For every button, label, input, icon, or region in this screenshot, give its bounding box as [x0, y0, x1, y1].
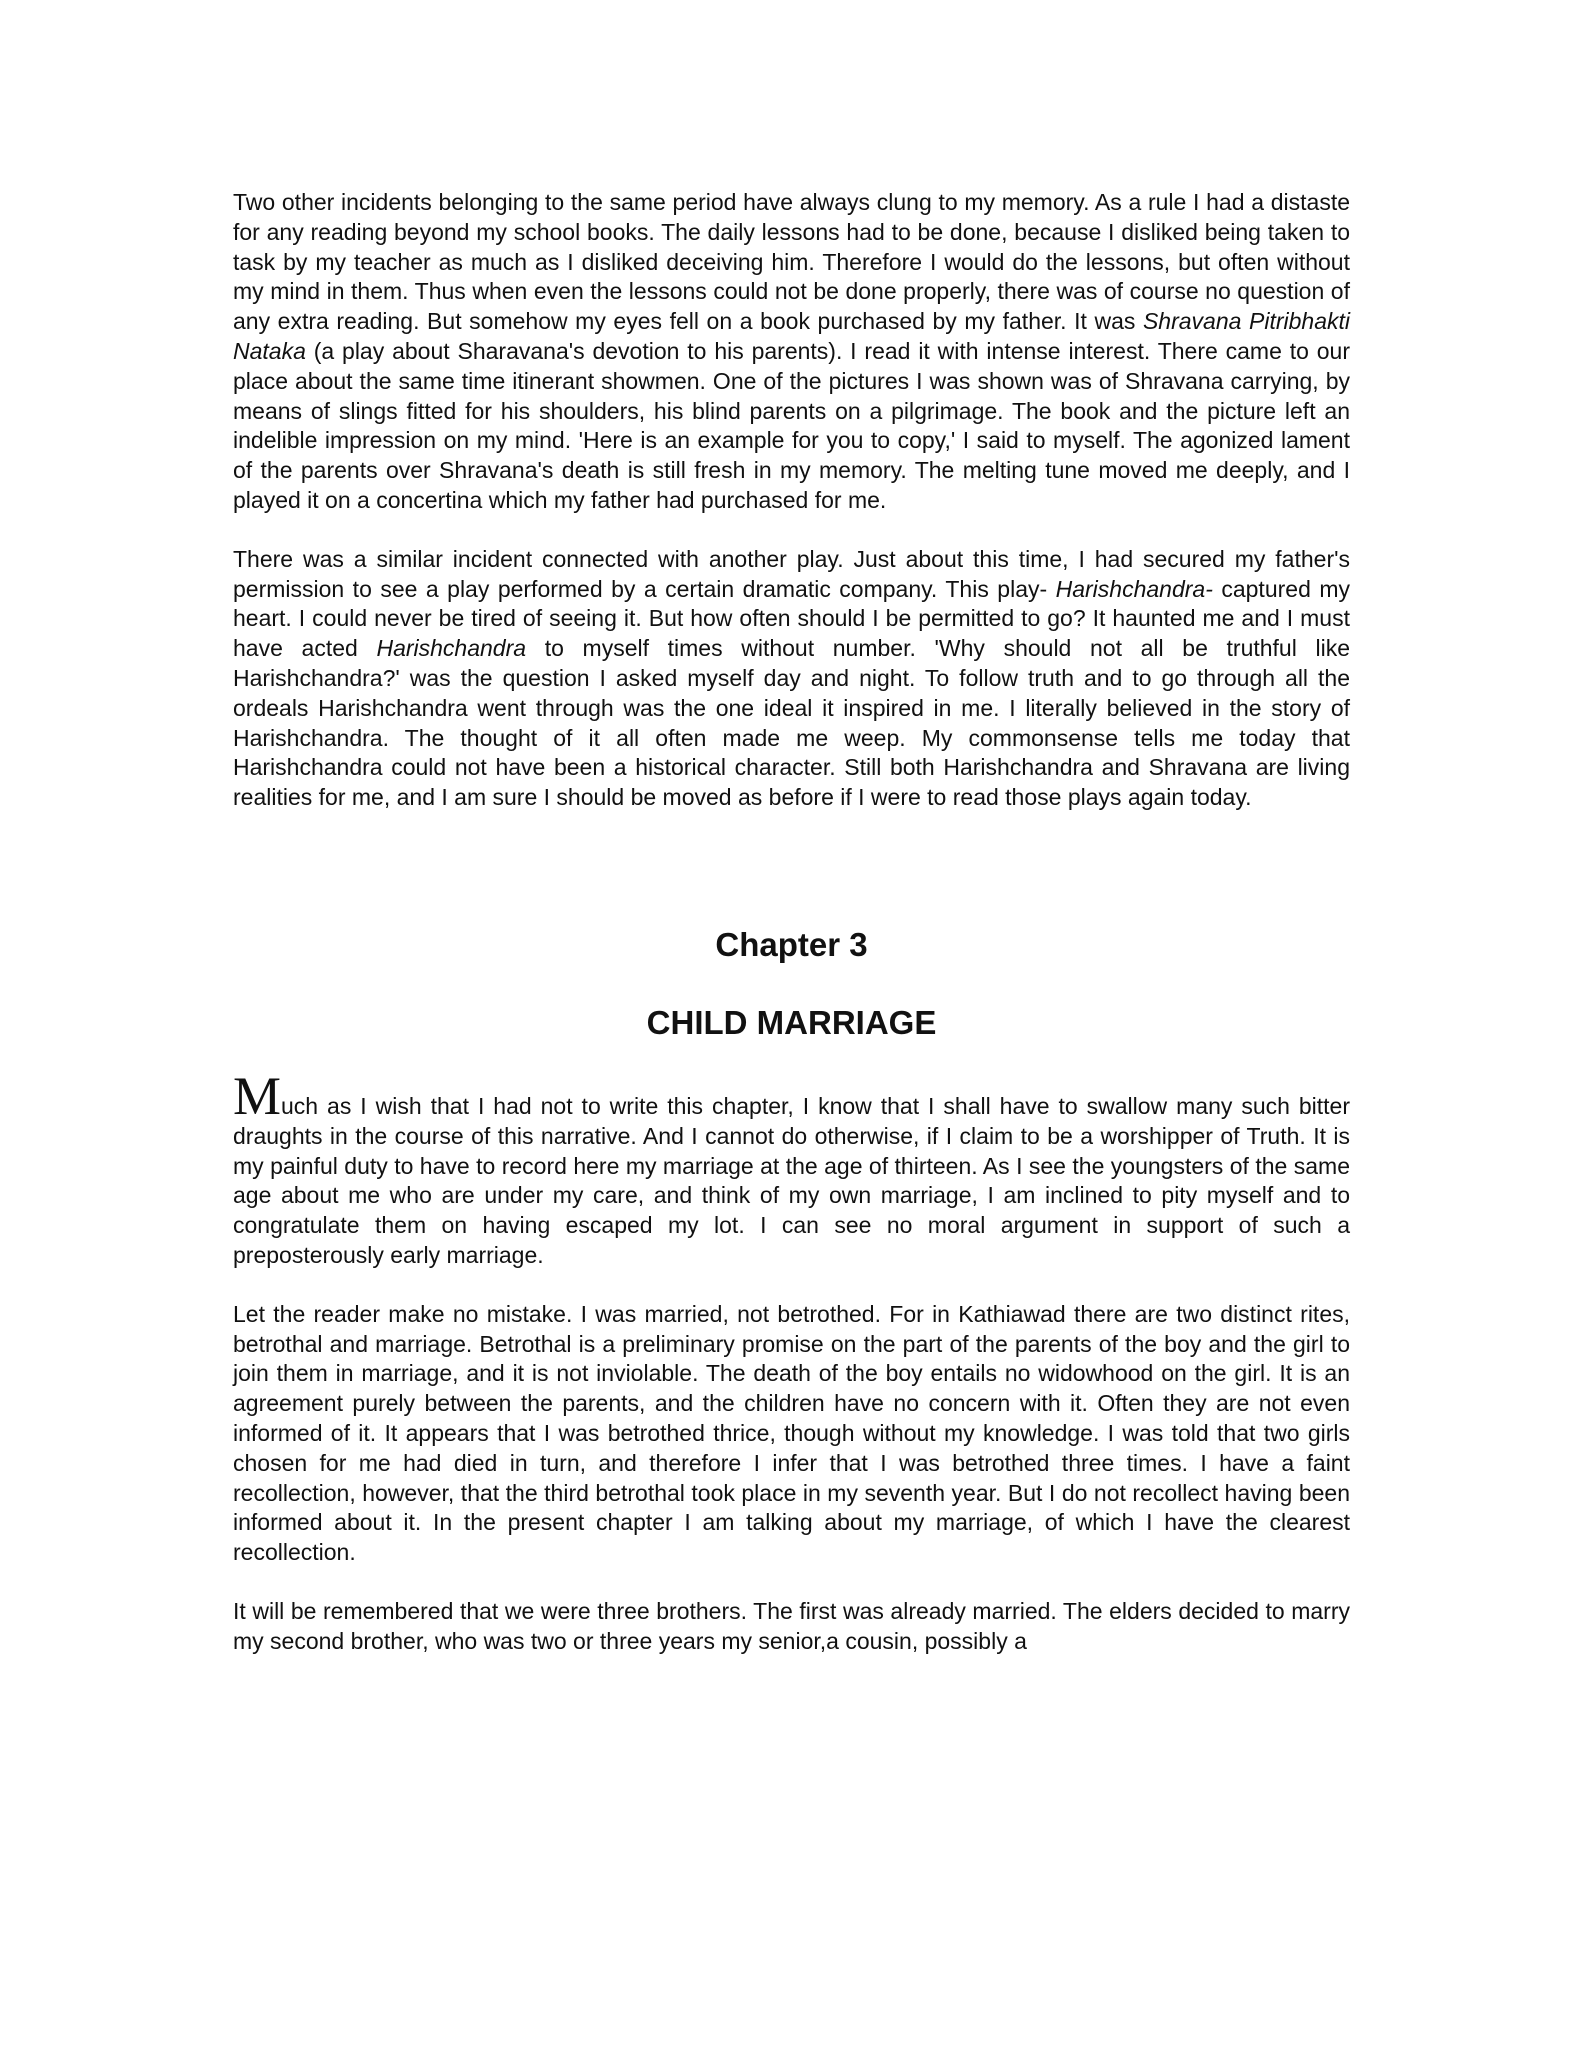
paragraph-text: There was a similar incident connected with another play. Just about this time, I had secured my father's permission to see a play performed by a certain dramatic company. This play- — [233, 545, 1350, 602]
paragraph-harishchandra — [233, 545, 1350, 813]
paragraph-text: captured my heart. I could never be tired of seeing it. But how often should I be permitted to go? It haunted me and I must have acted — [233, 575, 1350, 662]
paragraph-text: uch as I wish that I had not to write this chapter, I know that I shall have to swallow many such bitter draughts in the course of this narrative. And I cannot do otherwise, if I claim to be a worshipper of Truth. It is my painful duty to have to record here my marriage at the age of thirteen. As I see the youngsters of the same age about me who are under my care, and think of my own marriage, I am inclined to pity myself and to congratulate them on having escaped my lot. I can see no moral argument in support of such a preposterously early marriage. — [233, 1092, 1350, 1268]
italic-book-title: Shravana Pitribhakti Nataka — [233, 308, 1350, 364]
paragraph-betrothal: Let the reader make no mistake. I was married, not betrothed. For in Kathiawad there are two distinct rites, betrothal and marriage. Betrothal is a preliminary promise on the part of the parents of the boy and the girl to join them in marriage, and it is not inviolable. The death of the boy entails no widowhood on the girl. It is an agreement purely between the parents, and the children have no concern with it. Often they are not even informed of it. It appears that I was betrothed thrice, though without my knowledge. I was told that two girls chosen for me had died in turn, and therefore I infer that I was betrothed three times. I have a faint recollection, however, that the third betrothal took place in my seventh year. But I do not recollect having been informed about it. In the present chapter I am talking about my marriage, of which I have the clearest recollection. — [233, 1300, 1350, 1566]
chapter-title: CHILD MARRIAGE — [646, 1003, 937, 1041]
chapter-number: Chapter 3 — [715, 925, 868, 963]
italic-play-title: Harishchandra — [376, 635, 527, 662]
paragraph-text: to myself times without number. 'Why should not all be truthful like Harishchandra?' was the question I asked myself day and night. To follow truth and to go through all the ordeals Harishchandra went through was the one ideal it inspired in me. I literally believed in the story of Harishchandra. The thought of it all often made me weep. My commonsense tells me today that Harishchandra could not have been a historical character. Still both Harishchandra and Shravana are living realities for me, and I am sure I should be moved as before if I were to read those plays again today. — [233, 635, 1350, 811]
paragraph-text: Two other incidents belonging to the same period have always clung to my memory. As a rule I had a distaste for any reading beyond my school books. The daily lessons had to be done, because I disliked being taken to task by my teacher as much as I disliked deceiving him. Therefore I would do the lessons, but often without my mind in them. Thus when even the lessons could not be done properly, there was of course no question of any extra reading. But somehow my eyes fell on a book purchased by my father. It was — [233, 189, 1350, 335]
paragraph-text: (a play about Sharavana's devotion to his parents). I read it with intense interest. There came to our place about the same time itinerant showmen. One of the pictures I was shown was of Shravana carrying, by means of slings fitted for his shoulders, his blind parents on a pilgrimage. The book and the picture left an indelible impression on my mind. 'Here is an example for you to copy,' I said to myself. The agonized lament of the parents over Shravana's death is still fresh in my memory. The melting tune moved me deeply, and I played it on a concertina which my father had purchased for me. — [233, 337, 1350, 513]
drop-cap-letter: M — [233, 1065, 282, 1126]
paragraph-brothers: It will be remembered that we were three brothers. The first was already married. The elders decided to marry my second brother, who was two or three years my senior,a cousin, possibly a — [233, 1597, 1350, 1654]
document-page — [233, 188, 1350, 1656]
paragraph-child-marriage-intro — [233, 1065, 1350, 1271]
paragraph-shravana — [233, 188, 1350, 516]
italic-play-title: Harishchandra- — [1055, 575, 1213, 602]
